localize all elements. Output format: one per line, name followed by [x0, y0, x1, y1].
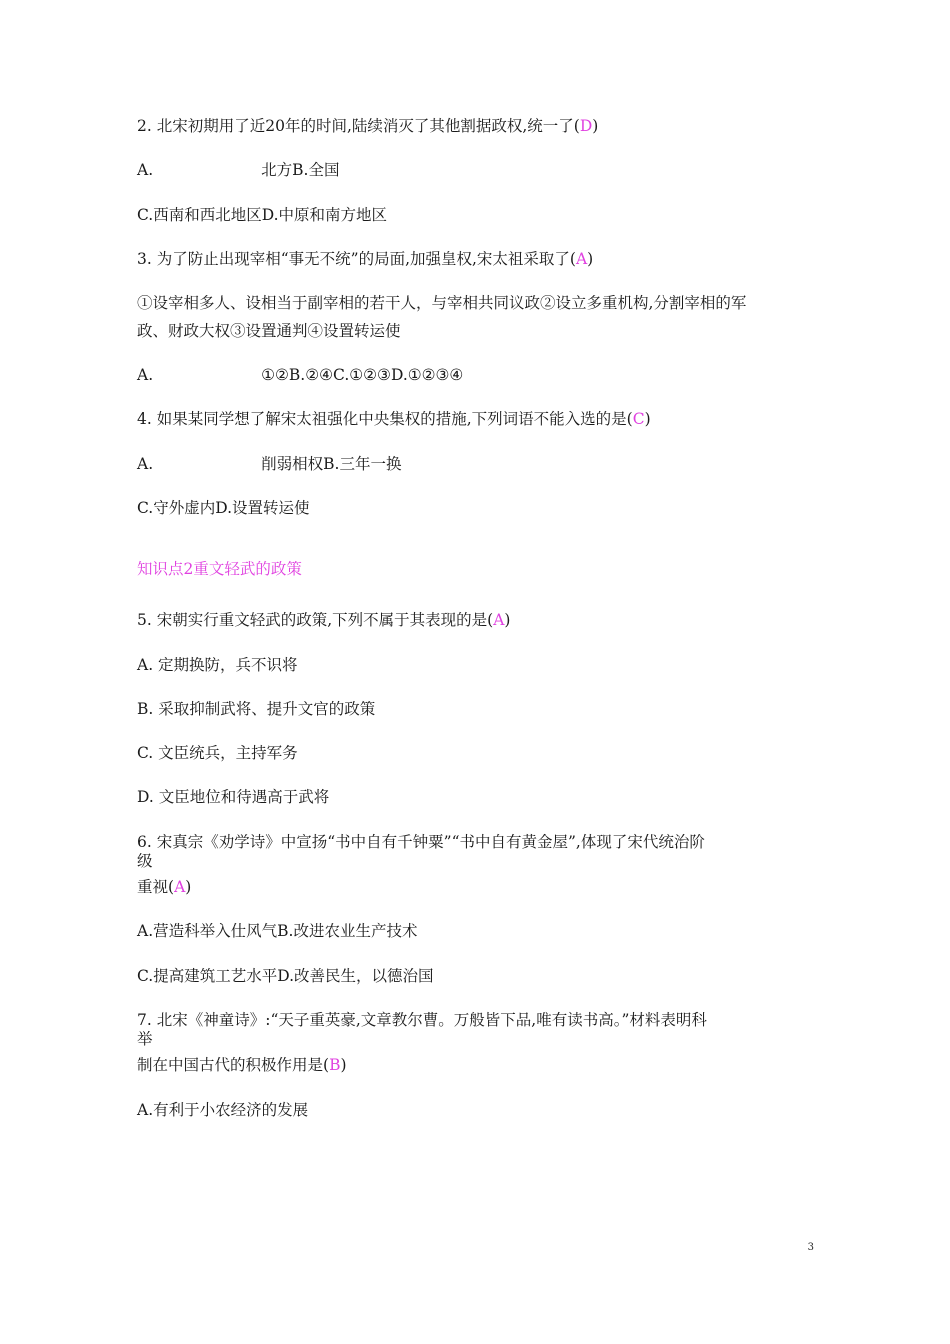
- q2-answer: D: [579, 117, 593, 135]
- section-heading: 知识点2重文轻武的政策: [137, 560, 302, 578]
- q3-answer: A: [575, 250, 588, 268]
- q3-items-line-1: ①设宰相多人、设相当于副宰相的若干人，与宰相共同议政②设立多重机构,分割宰相的军: [137, 294, 747, 312]
- q5-option-c: C. 文臣统兵，主持军务: [137, 744, 298, 762]
- q7-stem-line-3: 制在中国古代的积极作用是(B): [137, 1056, 347, 1074]
- q2-stem: 2. 北宋初期用了近20年的时间,陆续消灭了其他割据政权,统一了(D): [137, 117, 599, 135]
- q5-option-b: B. 采取抑制武将、提升文官的政策: [137, 700, 376, 718]
- q7-option-1: A.有利于小农经济的发展: [137, 1101, 309, 1119]
- q6-stem-line-1: 6. 宋真宗《劝学诗》中宣扬“书中自有千钟粟”“书中自有黄金屋”,体现了宋代统治阶: [137, 833, 705, 851]
- q6-stem-line-2: 级: [137, 852, 153, 870]
- q7-answer: B: [329, 1056, 341, 1074]
- q4-option-1: A. 削弱相权B.三年一换: [137, 455, 402, 473]
- q3-items-line-2: 政、财政大权③设置通判④设置转运使: [137, 322, 401, 340]
- q5-stem: 5. 宋朝实行重文轻武的政策,下列不属于其表现的是(A): [137, 611, 511, 629]
- q4-answer: C: [632, 410, 645, 428]
- q4-option-2: C.守外虚内D.设置转运使: [137, 499, 310, 517]
- q2-option-2: C.西南和西北地区D.中原和南方地区: [137, 206, 388, 224]
- q5-answer: A: [493, 611, 505, 629]
- q6-stem-line-3: 重视(A): [137, 878, 192, 896]
- q3-stem: 3. 为了防止出现宰相“事无不统”的局面,加强皇权,宋太祖采取了(A): [137, 250, 594, 268]
- q4-stem: 4. 如果某同学想了解宋太祖强化中央集权的措施,下列词语不能入选的是(C): [137, 410, 651, 428]
- q5-option-a: A. 定期换防，兵不识将: [137, 656, 298, 674]
- q6-option-2: C.提高建筑工艺水平D.改善民生，以德治国: [137, 967, 434, 985]
- q6-option-1: A.营造科举入仕风气B.改进农业生产技术: [137, 922, 418, 940]
- q2-option-1: A. 北方B.全国: [137, 161, 340, 179]
- q6-answer: A: [174, 878, 186, 896]
- q7-stem-line-2: 举: [137, 1030, 153, 1048]
- page-number: 3: [807, 1242, 814, 1253]
- q3-option-1: A. ①②B.②④C.①②③D.①②③④: [137, 366, 464, 384]
- q7-stem-line-1: 7. 北宋《神童诗》:“天子重英豪,文章教尔曹。万般皆下品,唯有读书高。”材料表明科: [137, 1011, 707, 1029]
- q5-option-d: D. 文臣地位和待遇高于武将: [137, 788, 330, 806]
